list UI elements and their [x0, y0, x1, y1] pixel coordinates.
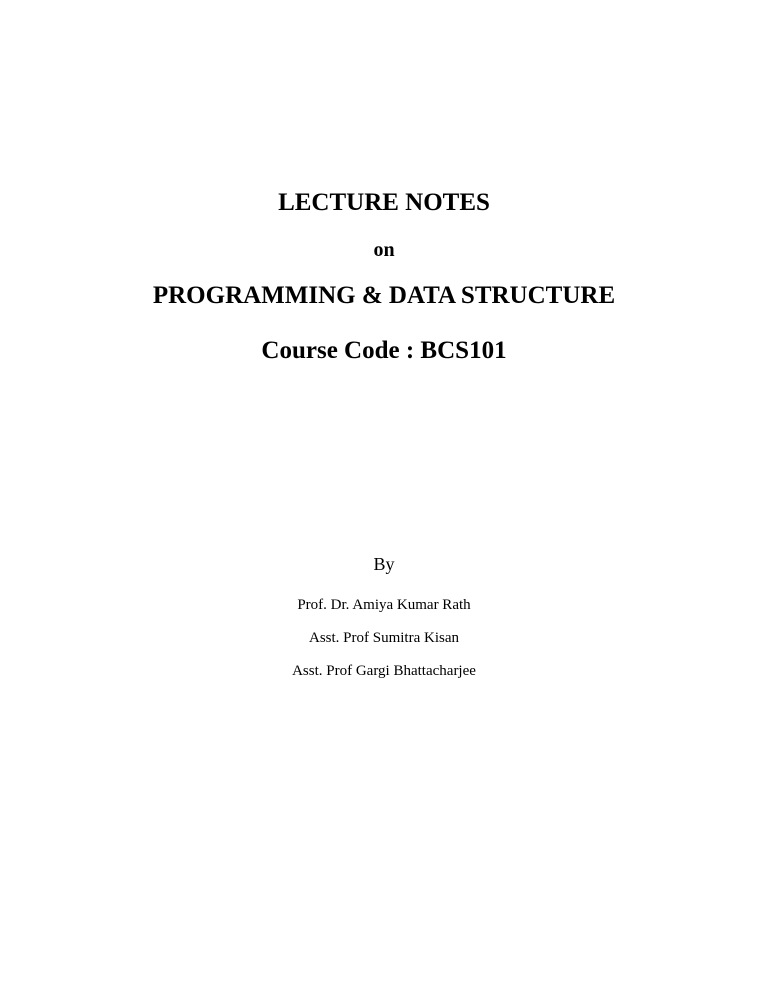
document-title: LECTURE NOTES	[278, 189, 490, 216]
subject-title: PROGRAMMING & DATA STRUCTURE	[152, 282, 616, 309]
title-connector: on	[373, 239, 395, 261]
author-name: Prof. Dr. Amiya Kumar Rath	[297, 597, 471, 613]
course-code: Course Code : BCS101	[261, 337, 507, 364]
author-name: Asst. Prof Gargi Bhattacharjee	[292, 663, 476, 679]
author-name: Asst. Prof Sumitra Kisan	[309, 630, 459, 646]
by-label: By	[373, 554, 395, 574]
